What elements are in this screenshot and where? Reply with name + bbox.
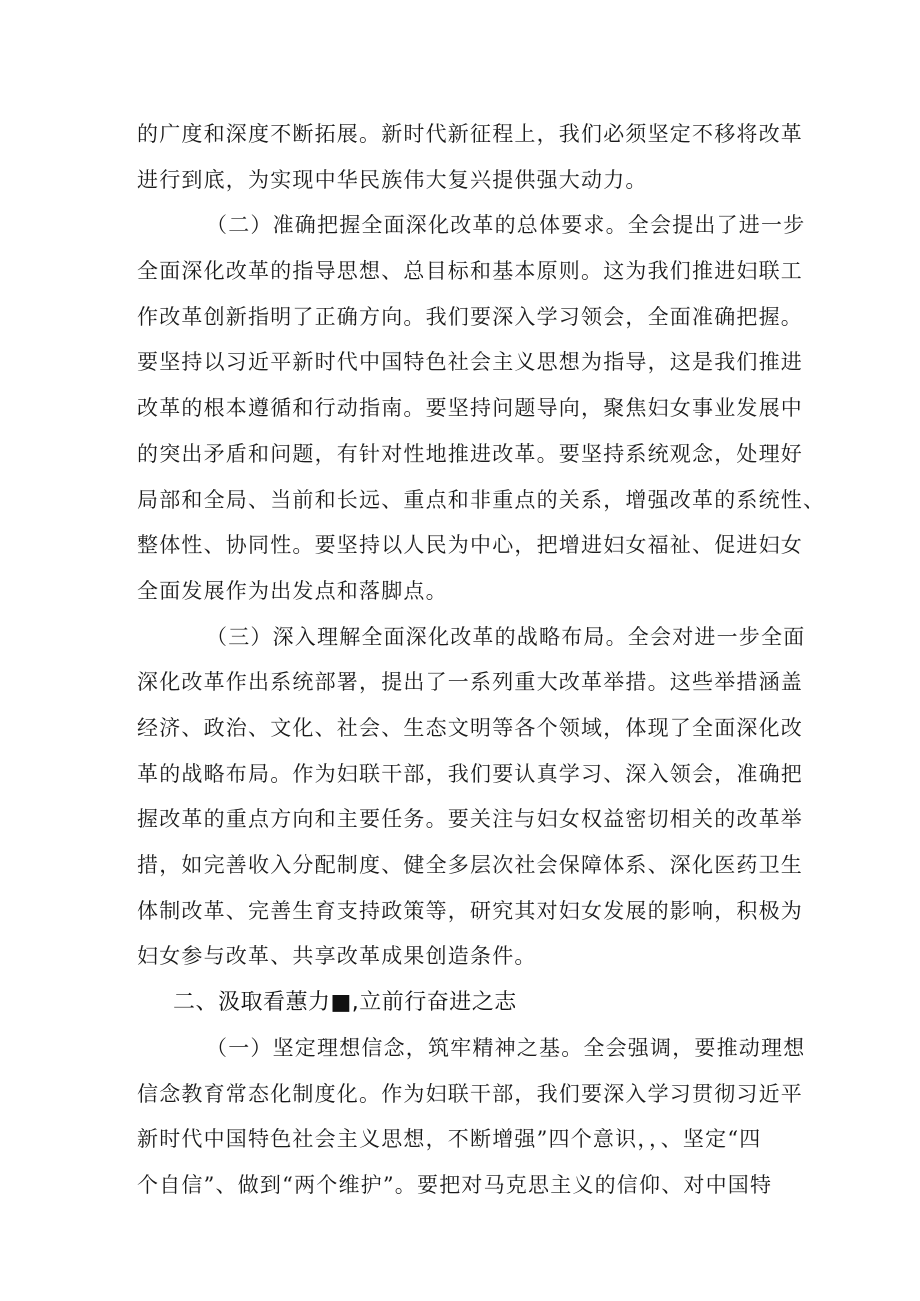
paragraph-line: 全面发展作为出发点和落脚点。 <box>137 578 448 603</box>
paragraph-line: 妇女参与改革、共享改革成果创造条件。 <box>137 944 537 969</box>
paragraph-line: 作改革创新指明了正确方向。我们要深入学习领会，全面准确把握。 <box>137 304 803 329</box>
paragraph-line: 的广度和深度不断拓展。新时代新征程上，我们必须坚定不移将改革 <box>137 122 803 146</box>
paragraph-line: 体制改革、完善生育支持政策等，研究其对妇女发展的影响，积极为 <box>137 898 803 923</box>
paragraph-line: 局部和全局、当前和长远、重点和非重点的关系，增强改革的系统性、 <box>137 487 826 512</box>
section-lead-line: （一）坚定理想信念，筑牢精神之基。全会强调，要推动理想 <box>206 1036 806 1061</box>
paragraph-line: 整体性、协同性。要坚持以人民为中心，把增进妇女福祉、促进妇女 <box>137 533 803 558</box>
section-lead-line: （二）准确把握全面深化改革的总体要求。全会提出了进一步 <box>206 213 806 238</box>
paragraph-line: 全面深化改革的指导思想、总目标和基本原则。这为我们推进妇联工 <box>137 259 803 284</box>
paragraph-line: 要坚持以习近平新时代中国特色社会主义思想为指导，这是我们推进 <box>137 350 803 375</box>
paragraph-line: 新时代中国特色社会主义思想，不断增强”四个意识，，、坚定“四 <box>137 1127 762 1152</box>
paragraph-line: 经济、政治、文化、社会、生态文明等各个领域，体现了全面深化改 <box>137 715 803 740</box>
paragraph-line: 革的战略布局。作为妇联干部，我们要认真学习、深入领会，准确把 <box>137 761 803 786</box>
paragraph-line: 个自信”、做到“两个维护”。要把对马克思主义的信仰、对中国特 <box>137 1173 773 1198</box>
paragraph-line: 握改革的重点方向和主要任务。要关注与妇女权益密切相关的改革举 <box>137 807 803 832</box>
paragraph-line: 措，如完善收入分配制度、健全多层次社会保障体系、深化医药卫生 <box>137 853 803 877</box>
paragraph-line: 信念教育常态化制度化。作为妇联干部，我们要深入学习贯彻习近平 <box>137 1081 803 1106</box>
document-body <box>137 112 826 1209</box>
paragraph-line: 的突出矛盾和问题，有针对性地推进改革。要坚持系统观念，处理好 <box>137 441 803 466</box>
paragraph-line: 进行到底，为实现中华民族伟大复兴提供强大动力。 <box>137 167 648 192</box>
paragraph-line: 改革的根本遵循和行动指南。要坚持问题导向，聚焦妇女事业发展中 <box>137 396 803 421</box>
section-lead-line: （三）深入理解全面深化改革的战略布局。全会对进一步全面 <box>206 624 806 649</box>
paragraph-line: 深化改革作出系统部署，提出了一系列重大改革举措。这些举措涵盖 <box>137 670 803 695</box>
section-heading: 二、汲取看蕙力■,立前行奋进之志 <box>173 990 517 1016</box>
